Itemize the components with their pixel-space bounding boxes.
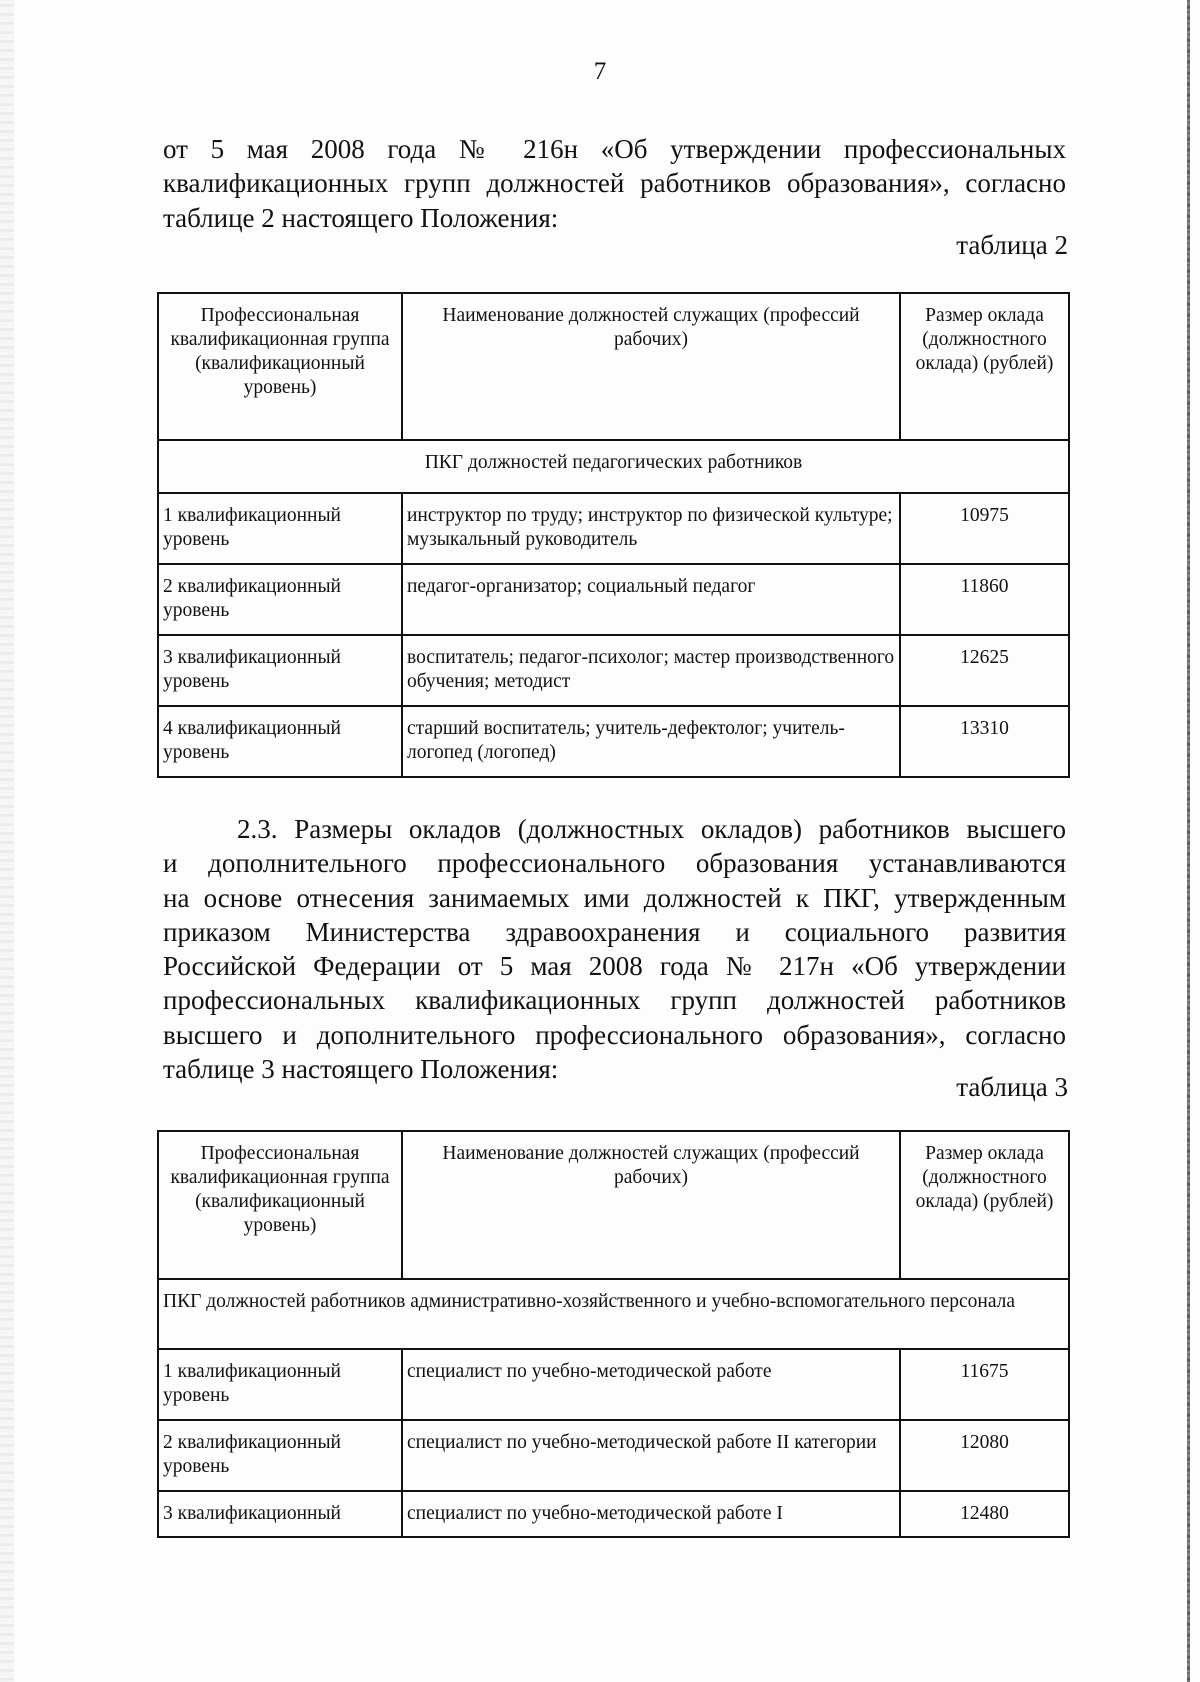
group-title-cell: ПКГ должностей педагогических работников [158, 440, 1069, 493]
page-number: 7 [593, 58, 607, 85]
level-cell: 1 квалификационный уровень [158, 493, 402, 564]
level-cell: 3 квалификационный [158, 1491, 402, 1537]
table-header-row [158, 293, 1069, 440]
section-2-3-paragraph [163, 812, 1066, 1086]
section-line: 2.3. Размеры окладов (должностных окладов) работников высшего [237, 814, 1066, 844]
level-cell: 1 квалификационный уровень [158, 1349, 402, 1420]
table2-caption: таблица 2 [956, 230, 1068, 260]
table-row [158, 493, 1069, 564]
positions-cell: старший воспитатель; учитель-дефектолог; учитель-логопед (логопед) [402, 706, 900, 777]
salary-cell: 12625 [900, 635, 1069, 706]
table3-caption: таблица 3 [956, 1072, 1068, 1102]
header-cell-group: Профессиональная квалификационная группа (квалификационный уровень) [158, 1131, 402, 1279]
section-line: высшего и дополнительного профессионального образования», согласно [163, 1019, 1066, 1050]
intro-paragraph [163, 132, 1066, 235]
section-line: приказом Министерства здравоохранения и социального развития [163, 916, 1066, 947]
salary-cell: 12480 [900, 1491, 1069, 1537]
positions-cell: специалист по учебно-методической работе II категории [402, 1420, 900, 1491]
table-row [158, 1349, 1069, 1420]
table-row [158, 706, 1069, 777]
positions-cell: воспитатель; педагог-психолог; мастер производственного обучения; методист [402, 635, 900, 706]
salary-cell: 11675 [900, 1349, 1069, 1420]
positions-cell: инструктор по труду; инструктор по физической культуре; музыкальный руководитель [402, 493, 900, 564]
scan-edge-right [1187, 0, 1190, 1682]
salary-cell: 13310 [900, 706, 1069, 777]
positions-cell: специалист по учебно-методической работе [402, 1349, 900, 1420]
positions-cell: специалист по учебно-методической работе I [402, 1491, 900, 1537]
scan-edge-left [0, 0, 14, 1682]
positions-cell: педагог-организатор; социальный педагог [402, 564, 900, 635]
table-row [158, 635, 1069, 706]
salary-cell: 10975 [900, 493, 1069, 564]
header-cell-salary: Размер оклада (должностного оклада) (рублей) [900, 1131, 1069, 1279]
level-cell: 2 квалификационный уровень [158, 1420, 402, 1491]
table-row [158, 564, 1069, 635]
table-group-row [158, 1279, 1069, 1349]
header-cell-group: Профессиональная квалификационная группа (квалификационный уровень) [158, 293, 402, 440]
salary-cell: 12080 [900, 1420, 1069, 1491]
table-row [158, 1491, 1069, 1537]
header-cell-positions: Наименование должностей служащих (профессий рабочих) [402, 293, 900, 440]
level-cell: 4 квалификационный уровень [158, 706, 402, 777]
level-cell: 3 квалификационный уровень [158, 635, 402, 706]
intro-line: таблице 2 настоящего Положения: [163, 202, 559, 233]
table-group-row [158, 440, 1069, 493]
intro-line: квалификационных групп должностей работников образования», согласно [163, 168, 1066, 199]
section-line: на основе отнесения занимаемых ими должностей к ПКГ, утвержденным [163, 882, 1066, 913]
group-title-cell: ПКГ должностей работников административно-хозяйственного и учебно-вспомогательного персонала [158, 1279, 1069, 1349]
section-line: таблице 3 настоящего Положения: [163, 1054, 559, 1085]
section-line: и дополнительного профессионального образования устанавливаются [163, 848, 1066, 879]
section-line: профессиональных квалификационных групп должностей работников [163, 985, 1066, 1016]
level-cell: 2 квалификационный уровень [158, 564, 402, 635]
header-cell-positions: Наименование должностей служащих (профессий рабочих) [402, 1131, 900, 1279]
salary-cell: 11860 [900, 564, 1069, 635]
table-header-row [158, 1131, 1069, 1279]
header-cell-salary: Размер оклада (должностного оклада) (рублей) [900, 293, 1069, 440]
intro-line: от 5 мая 2008 года № 216н «Об утверждении профессиональных [163, 134, 1066, 164]
section-line: Российской Федерации от 5 мая 2008 года № 217н «Об утверждении [163, 951, 1066, 982]
table-3 [157, 1130, 1070, 1538]
table-row [158, 1420, 1069, 1491]
table-2 [157, 292, 1070, 778]
